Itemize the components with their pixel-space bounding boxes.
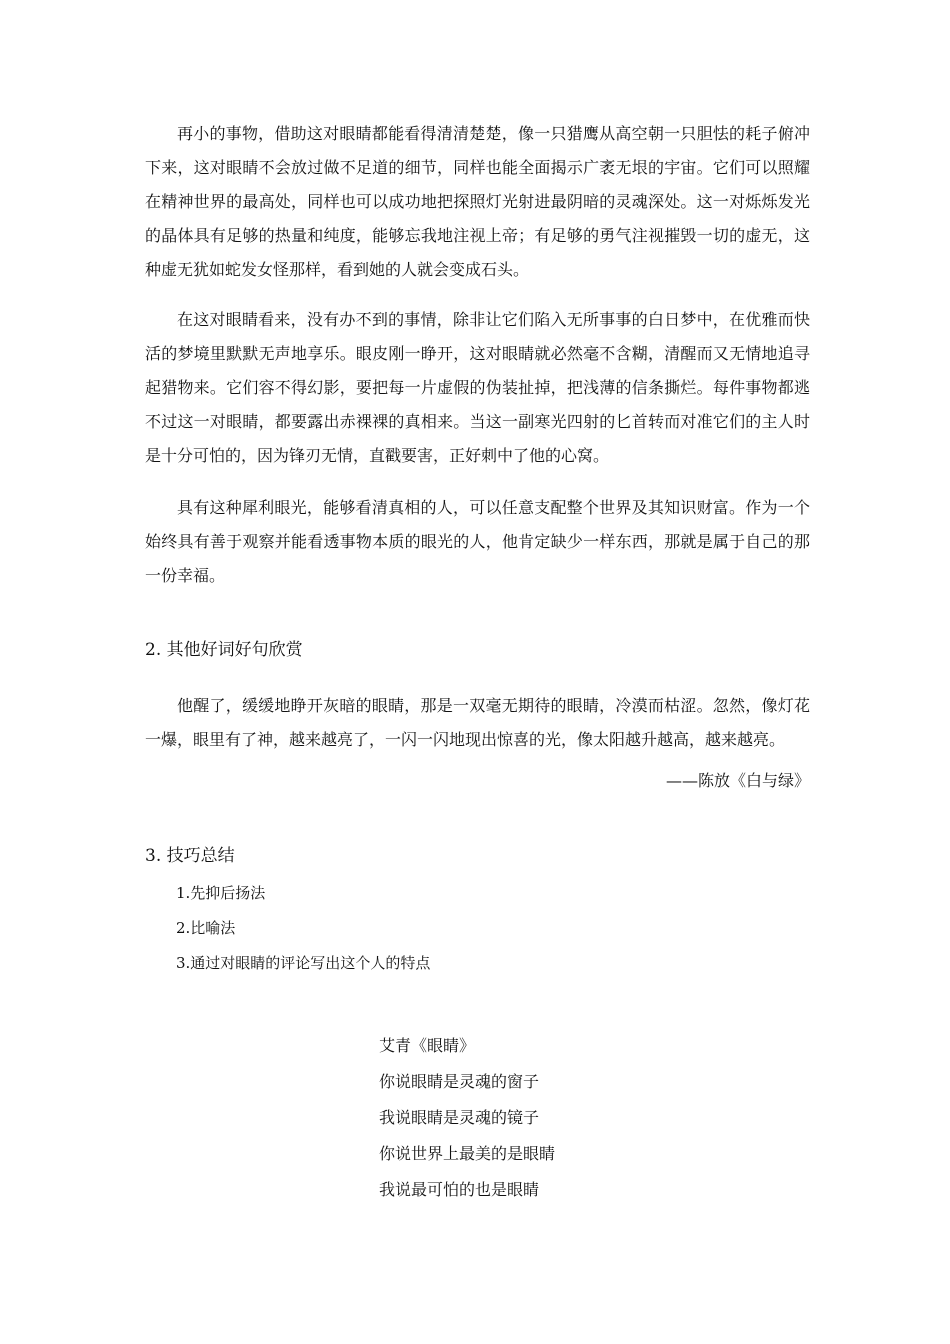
poem-block (379, 1028, 555, 1208)
section-3-heading: 3. 技巧总结 (145, 846, 235, 866)
paragraph-1: 再小的事物，借助这对眼睛都能看得清清楚楚，像一只猎鹰从高空朝一只胆怯的耗子俯冲下来，这对眼睛不会放过做不足道的细节，同样也能全面揭示广袤无垠的宇宙。它们可以照耀在精神世界的最高处，同样也可以成功地把探照灯光射进最阴暗的灵魂深处。这一对烁烁发光的晶体具有足够的热量和纯度，能够忘我地注视上帝；有足够的勇气注视摧毁一切的虚无，这种虚无犹如蛇发女怪那样，看到她的人就会变成石头。 (145, 124, 810, 279)
poem-line: 你说世界上最美的是眼睛 (379, 1144, 556, 1163)
paragraph-3: 具有这种犀利眼光，能够看清真相的人，可以任意支配整个世界及其知识财富。作为一个始终具有善于观察并能看透事物本质的眼光的人，他肯定缺少一样东西，那就是属于自己的那一份幸福。 (145, 498, 810, 585)
quote-attribution: ——陈放《白与绿》 (665, 771, 810, 790)
tips-list (176, 876, 430, 981)
poem-line: 我说眼睛是灵魂的镜子 (379, 1108, 540, 1127)
poem-line: 我说最可怕的也是眼睛 (379, 1180, 540, 1199)
poem-line: 你说眼睛是灵魂的窗子 (379, 1072, 540, 1091)
paragraph-2: 在这对眼睛看来，没有办不到的事情，除非让它们陷入无所事事的白日梦中，在优雅而快活的梦境里默默无声地享乐。眼皮刚一睁开，这对眼睛就必然毫不含糊，清醒而又无情地追寻起猎物来。它们容不得幻影，要把每一片虚假的伪装扯掉，把浅薄的信条撕烂。每件事物都逃不过这一对眼睛，都要露出赤裸裸的真相来。当这一副寒光四射的匕首转而对准它们的主人时是十分可怕的，因为锋刃无情，直戳要害，正好刺中了他的心窝。 (145, 310, 810, 465)
quote-paragraph: 他醒了，缓缓地睁开灰暗的眼睛，那是一双毫无期待的眼睛，冷漠而枯涩。忽然，像灯花一爆，眼里有了神，越来越亮了，一闪一闪地现出惊喜的光，像太阳越升越高，越来越亮。 (145, 696, 810, 749)
list-item: 3.通过对眼睛的评论写出这个人的特点 (176, 954, 431, 972)
poem-title: 艾青《眼睛》 (379, 1036, 476, 1055)
list-item: 1.先抑后扬法 (176, 884, 266, 902)
list-item: 2.比喻法 (176, 919, 236, 937)
section-2-heading: 2. 其他好词好句欣赏 (145, 640, 303, 660)
